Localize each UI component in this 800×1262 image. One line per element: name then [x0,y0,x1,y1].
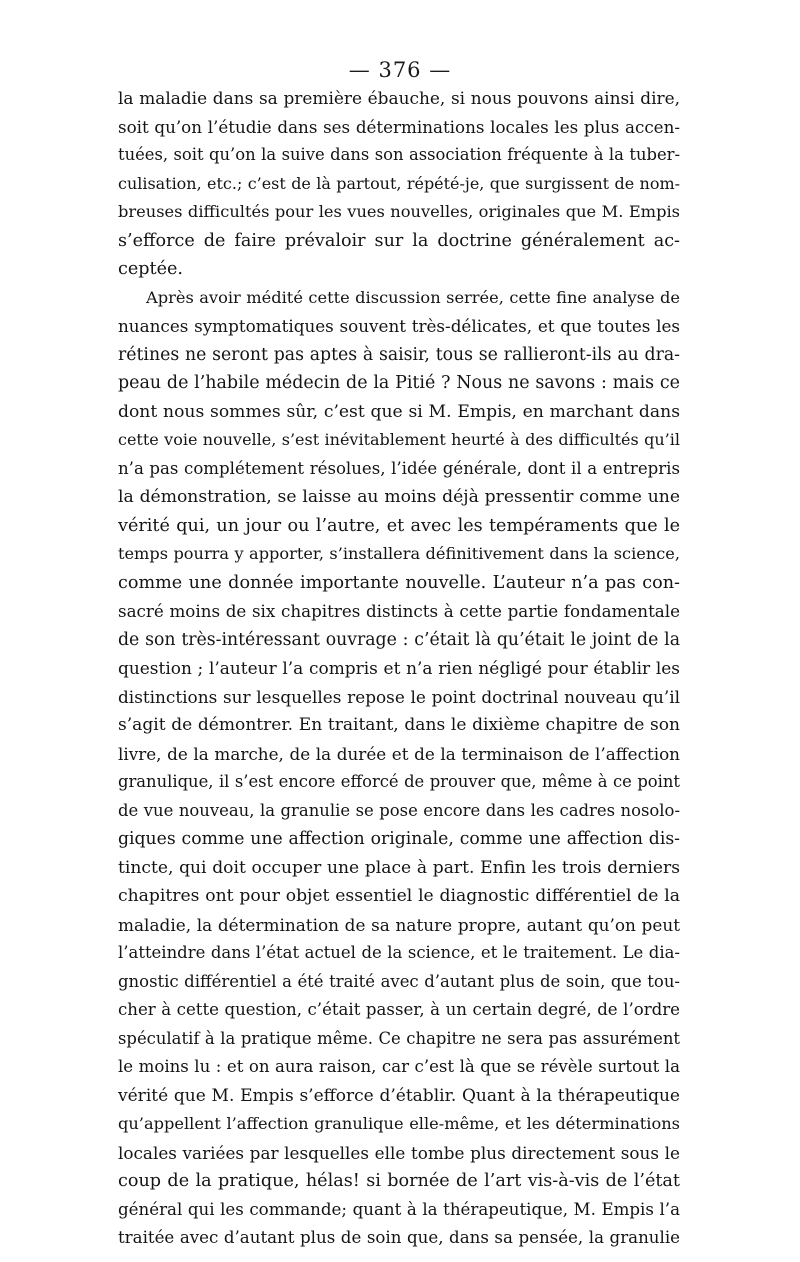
body-text [118,84,680,1253]
text-line: locales variées par lesquelles elle tombe plus directement sous le [118,1142,680,1163]
text-line: la maladie dans sa première ébauche, si nous pouvons ainsi dire, [118,88,680,108]
text-line: comme une donnée importante nouvelle. L’auteur n’a pas con- [118,572,680,593]
text-line: l’atteindre dans l’état actuel de la science, et le traitement. Le dia- [118,943,680,962]
text-line: granulique, il s’est encore efforcé de prouver que, même à ce point [118,772,680,791]
text-line: distinctions sur lesquelles repose le point doctrinal nouveau qu’il [118,686,680,707]
text-line: ceptée. [118,259,184,279]
text-line: qu’appellent l’affection granulique elle-même, et les déterminations [118,1114,680,1133]
text-line: de son très-intéressant ouvrage : c’était là qu’était le joint de la [118,629,680,650]
text-line: Après avoir médité cette discussion serrée, cette fine analyse de [146,287,680,307]
text-line: question ; l’auteur l’a compris et n’a rien négligé pour établir les [118,658,680,678]
text-line: s’agit de démontrer. En traitant, dans le dixième chapitre de son [118,715,680,735]
text-line: vérité qui, un jour ou l’autre, et avec les tempéraments que le [118,515,680,536]
text-line: cette voie nouvelle, s’est inévitablement heurté à des difficultés qu’il [118,430,680,449]
text-line: spéculatif à la pratique même. Ce chapitre ne sera pas assurément [118,1028,680,1048]
text-line: coup de la pratique, hélas! si bornée de l’art vis-à-vis de l’état [118,1171,680,1191]
text-line: giques comme une affection originale, comme une affection dis- [118,829,680,849]
text-line: gnostic différentiel a été traité avec d’autant plus de soin, que tou- [118,971,680,991]
text-line: tuées, soit qu’on la suive dans son association fréquente à la tuber- [118,145,680,164]
text-line: n’a pas complétement résolues, l’idée générale, dont il a entrepris [118,458,680,478]
text-line: de vue nouveau, la granulie se pose encore dans les cadres nosolo- [118,800,680,820]
text-line: vérité que M. Empis s’efforce d’établir. Quant à la thérapeutique [118,1085,680,1106]
text-line: sacré moins de six chapitres distincts à cette partie fondamentale [118,601,680,621]
text-line: peau de l’habile médecin de la Pitié ? Nous ne savons : mais ce [118,373,680,393]
text-line: le moins lu : et on aura raison, car c’est là que se révèle surtout la [118,1057,680,1076]
text-line: tincte, qui doit occuper une place à part. Enfin les trois derniers [118,857,680,878]
text-line: maladie, la détermination de sa nature propre, autant qu’on peut [118,914,680,935]
text-line: breuses difficultés pour les vues nouvelles, originales que M. Empis [118,202,680,221]
text-line: général qui les commande; quant à la thérapeutique, M. Empis l’a [118,1199,680,1219]
text-line: soit qu’on l’étudie dans ses déterminations locales les plus accen- [118,116,680,137]
text-line: cher à cette question, c’était passer, à un certain degré, de l’ordre [118,1000,680,1019]
page-number: — 376 — [348,58,452,82]
text-line: culisation, etc.; c’est de là partout, répété-je, que surgissent de nom- [118,173,680,193]
text-line: s’efforce de faire prévaloir sur la doctrine généralement ac- [118,230,680,251]
text-line: livre, de la marche, de la durée et de la terminaison de l’affection [118,743,680,764]
text-line: traitée avec d’autant plus de soin que, dans sa pensée, la granulie [118,1228,680,1247]
text-line: la démonstration, se laisse au moins déjà pressentir comme une [118,487,680,507]
text-line: nuances symptomatiques souvent très-délicates, et que toutes les [118,316,680,336]
text-line: chapitres ont pour objet essentiel le diagnostic différentiel de la [118,886,680,906]
text-line: rétines ne seront pas aptes à saisir, tous se rallieront-ils au dra- [118,344,680,365]
text-line: temps pourra y apporter, s’installera définitivement dans la science, [118,544,680,563]
text-line: dont nous sommes sûr, c’est que si M. Empis, en marchant dans [118,401,680,422]
